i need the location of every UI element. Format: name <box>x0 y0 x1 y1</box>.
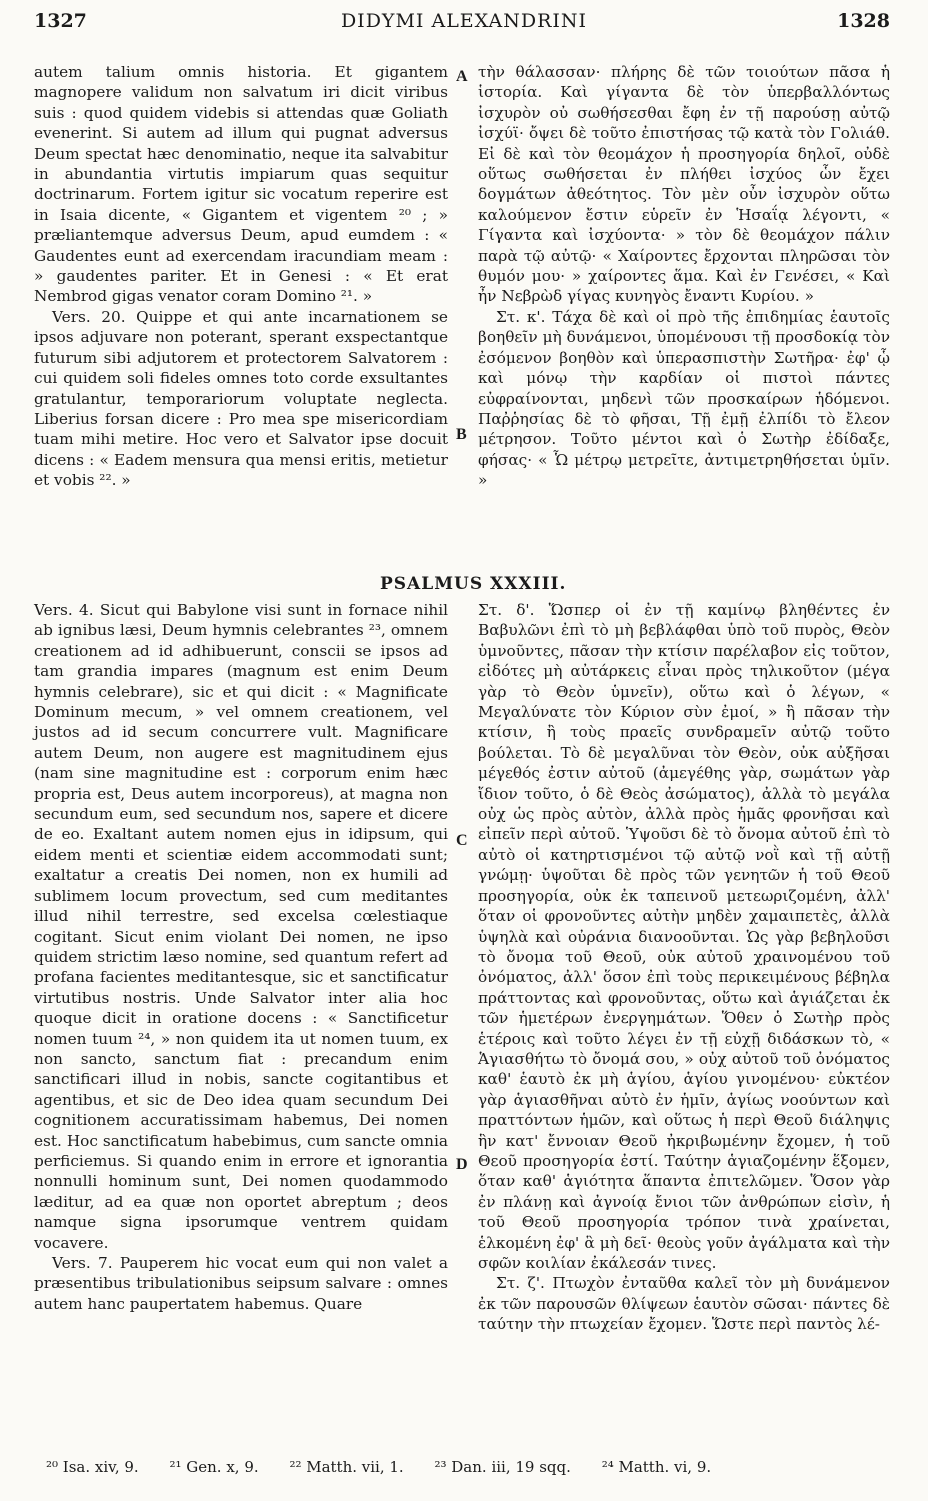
footnote: ²¹ Gen. x, 9. <box>169 1458 259 1476</box>
margin-letter-a: A <box>456 68 468 85</box>
greek-paragraph: Στ. ζ'. Πτωχὸν ἐνταῦθα καλεῖ τὸν μὴ δυνάμενον ἐκ τῶν παρουσῶν θλίψεων ἑαυτὸν σῶσαι· πάντες δὲ ταύτην τὴν πτωχείαν ἔχομεν. Ὥστε περὶ παντὸς λέ- <box>478 1274 890 1334</box>
latin-paragraph: Vers. 4. Sicut qui Babylone visi sunt in fornace nihil ab ignibus læsi, Deum hymnis celebrantes ²³, omnem creationem ad id adhibuerunt, conscii se ipsos ad tam grandia impares (magnum est enim Deum hymnis celebrare), sic et qui dicit : « Magnificate Dominum mecum, » vel omnem creationem, vel justos ad id secum concurrere vult. Magnificare autem Deum, non augere est magnitudinem ejus (nam sine magnitudine est : corporum enim hæc propria est, Deus autem incorporeus), at magna non secundum eum, sed secundum nos, sapere et dicere de eo. Exaltant autem nomen ejus in idipsum, qui eidem menti et scientiæ eidem accommodati sunt; exaltatur a creatis Dei nomen, non ex humili ad sublimem locum provectum, sed cum meditantes illud nihil terrestre, sed excelsa cœlestiaque cogitant. Sicut enim violant Dei nomen, ne ipso quidem strictim læso nomine, sed quantum refert ad profana facientes meditantesque, sic et sanctificatur virtutibus nostris. Unde Salvator inter alia hoc quoque dicit in oratione docens : « Sanctificetur nomen tuum ²⁴, » non quidem ita ut nomen tuum, ex non sancto, sanctum fiat : precandum enim sanctificari illud in nobis, sancte cogitantibus et agentibus, et sic de Deo idea quam secundum Dei cognitionem accuratissimam habemus, Dei nomen est. Hoc sanctificatum habebimus, cum sancte omnia perficiemus. Si quando enim in errore et ignorantia nonnulli hominum sunt, Dei nomen quodammodo læditur, ad ea quæ non oportet abreptum ; deos namque signa ipsorumque ventrem quidam vocavere. <box>34 601 448 1252</box>
latin-paragraph: Vers. 7. Pauperem hic vocat eum qui non valet a præsentibus tribulationibus seipsum salvare : omnes autem hanc paupertatem habemus. Quare <box>34 1254 448 1313</box>
footnote: ²⁴ Matth. vi, 9. <box>601 1458 712 1476</box>
greek-column-top <box>478 62 890 491</box>
greek-paragraph: Στ. κ'. Τάχα δὲ καὶ οἱ πρὸ τῆς ἐπιδημίας ἑαυτοῖς βοηθεῖν μὴ δυνάμενοι, ὑπομένουσι τῇ προσδοκίᾳ τὸν ἐσόμενον βοηθὸν καὶ ὑπερασπιστὴν Σωτῆρα· ἐφ' ᾧ καὶ μόνῳ τὴν καρδίαν οἱ πιστοὶ πάντες εὐφραίνονται, μηδενὶ τῶν προσκαίρων ἡδόμενοι. Παῤῥησίας δὲ τὸ φῆσαι, Τῇ ἐμῇ ἐλπίδι τὸ ἔλεον μέτρησον. Τοῦτο μέντοι καὶ ὁ Σωτὴρ ἐδίδαξε, φήσας· « Ὧ μέτρῳ μετρεῖτε, ἀντιμετρηθήσεται ὑμῖν. » <box>478 307 890 490</box>
latin-paragraph: autem talium omnis historia. Et gigantem magnopere validum non salvatum iri dicit viribus suis : quod quidem videbis si attendas quæ Goliath evenerint. Si autem ad illum qui pugnat adversus Deum spectat hæc denominatio, neque ita salvabitur in abundantia virtutis impiarum quas sequitur doctrinarum. Fortem igitur sic vocatum reperire est in Isaia dicente, « Gigantem et vigentem ²⁰ ; » præliantemque adversus Deum, apud eumdem : « Gaudentes eunt ad exercendam iracundiam meam : » gaudentes pariter. Et in Genesi : « Et erat Nembrod gigas venator coram Domino ²¹. » <box>34 63 448 306</box>
latin-column-top <box>34 62 448 491</box>
greek-column-bottom <box>478 600 890 1335</box>
footnote: ²² Matth. vii, 1. <box>289 1458 404 1476</box>
footnote: ²⁰ Isa. xiv, 9. <box>46 1458 139 1476</box>
page-number-right: 1328 <box>837 10 890 32</box>
page-header <box>24 8 904 40</box>
margin-letter-b: B <box>456 426 467 443</box>
greek-paragraph: Στ. δ'. Ὥσπερ οἱ ἐν τῇ καμίνῳ βληθέντες ἐν Βαβυλῶνι ἐπὶ τὸ μὴ βεβλάφθαι ὑπὸ τοῦ πυρὸς, Θεὸν ὑμνοῦντες, πᾶσαν τὴν κτίσιν παρέλαβον εἰς τοῦτον, εἰδότες μὴ αὐτάρκεις εἶναι πρὸς τηλικοῦτον (μέγα γὰρ τὸ Θεὸν ὑμνεῖν), οὕτω καὶ ὁ λέγων, « Μεγαλύνατε τὸν Κύριον σὺν ἐμοί, » ἢ πᾶσαν τὴν κτίσιν, ἢ τοὺς πραεῖς συνδραμεῖν αὐτῷ τοῦτο βούλεται. Τὸ δὲ μεγαλῦναι τὸν Θεὸν, οὐκ αὐξῆσαι μέγεθός ἐστιν αὐτοῦ (ἀμεγέθης γὰρ, σωμάτων γὰρ ἴδιον τοῦτο, ὁ δὲ Θεὸς ἀσώματος), ἀλλὰ τὸ μεγάλα οὐχ ὡς πρὸς αὐτὸν, ἀλλὰ πρὸς ἡμᾶς φρονῆσαι καὶ εἰπεῖν περὶ αὐτοῦ. Ὑψοῦσι δὲ τὸ ὄνομα αὐτοῦ ἐπὶ τὸ αὐτὸ οἱ κατηρτισμένοι τῷ αὐτῷ νοῒ καὶ τῇ αὐτῇ γνώμῃ· ὑψοῦται δὲ πρὸς τῶν γενητῶν ἡ τοῦ Θεοῦ προσηγορία, οὐκ ἐκ ταπεινοῦ μετεωριζομένη, ἀλλ' ὅταν οἱ φρονοῦντες αὐτὴν μηδὲν χαμαιπετὲς, ἀλλὰ ὑψηλὰ καὶ οὐράνια διανοοῦνται. Ὡς γὰρ βεβηλοῦσι τὸ ὄνομα τοῦ Θεοῦ, οὐκ αὐτοῦ χραινομένου τοῦ ὀνόματος, ἀλλ' ὅσον ἐπὶ τοὺς περικειμένους βέβηλα πράττοντας καὶ φρονοῦντας, οὕτω καὶ ἁγιάζεται ἐκ τῶν ἡμετέρων ἐνεργημάτων. Ὅθεν ὁ Σωτὴρ πρὸς ἑτέροις καὶ τοῦτο λέγει ἐν τῇ εὐχῇ διδάσκων τὸ, « Ἁγιασθήτω τὸ ὄνομά σου, » οὐχ αὐτοῦ τοῦ ὀνόματος καθ' ἑαυτὸ ἐκ μὴ ἁγίου, ἁγίου γινομένου· εὐκτέον γὰρ ἁγιασθῆναι αὐτὸ ἐν ἡμῖν, ἁγίως νοούντων καὶ πραττόντων ἡμῶν, καὶ οὕτως ἡ περὶ Θεοῦ διάληψις ἣν κατ' ἔννοιαν Θεοῦ ἠκριβωμένην ἔχομεν, ἡ τοῦ Θεοῦ προσηγορία ἐστί. Ταύτην ἁγιαζομένην ἕξομεν, ὅταν καθ' ἁγιότητα ἅπαντα ἐπιτελῶμεν. Ὅσον γὰρ ἐν πλάνῃ καὶ ἀγνοίᾳ ἔνιοι τῶν ἀνθρώπων εἰσὶν, ἡ τοῦ Θεοῦ προσηγορία τρόπον τινὰ χραίνεται, ἑλκομένη ἐφ' ἃ μὴ δεῖ· θεοὺς γοῦν ἀγάλματα καὶ τὴν σφῶν κοιλίαν ἐκάλεσάν τινες. <box>478 601 890 1272</box>
latin-paragraph: Vers. 20. Quippe et qui ante incarnationem se ipsos adjuvare non poterant, sperant exspectantque futurum sibi adjutorem et protectorem Salvatorem : cui quidem soli fideles omnes toto corde exsultantes gratulantur, temporariorum voluptate neglecta. Liberius forsan dicere : Pro mea spe misericordiam tuam mihi metire. Hoc vero et Salvator ipse docuit dicens : « Eadem mensura qua mensi eritis, metietur et vobis ²². » <box>34 307 448 490</box>
margin-letter-c: C <box>456 832 468 849</box>
footnotes <box>46 1458 906 1476</box>
latin-column-bottom <box>34 600 448 1314</box>
section-title: PSALMUS XXXIII. <box>380 574 567 594</box>
greek-paragraph: τὴν θάλασσαν· πλήρης δὲ τῶν τοιούτων πᾶσα ἡ ἱστορία. Καὶ γίγαντα δὲ τὸν ὑπερβαλλόντως ἰσχυρὸν οὐ σωθήσεσθαι ἔφη ἐν τῇ παρούσῃ αὐτῷ ἰσχύϊ· ὄψει δὲ τοῦτο ἐπιστήσας τῷ κατὰ τὸν Γολιάθ. Εἰ δὲ καὶ τὸν θεομάχον ἡ προσηγορία δηλοῖ, οὐδὲ οὕτως σωθήσεται ἐν πλήθει ἰσχύος ὧν ἔχει δογμάτων ἀθεότητος. Τὸν μὲν οὖν ἰσχυρὸν οὕτω καλούμενον ἔστιν εὑρεῖν ἐν Ἡσαΐᾳ λέγοντι, « Γίγαντα καὶ ἰσχύοντα· » τὸν δὲ θεομάχον πάλιν παρὰ τῷ αὐτῷ· « Χαίροντες ἔρχονται πληρῶσαι τὸν θυμόν μου· » χαίροντες ἅμα. Καὶ ἐν Γενέσει, « Καὶ ἦν Νεβρὼδ γίγας κυνηγὸς ἔναντι Κυρίου. » <box>478 63 890 306</box>
footnote: ²³ Dan. iii, 19 sqq. <box>434 1458 571 1476</box>
page-number-left: 1327 <box>34 10 87 32</box>
running-title: DIDYMI ALEXANDRINI <box>340 10 588 32</box>
margin-letter-d: D <box>456 1156 468 1173</box>
